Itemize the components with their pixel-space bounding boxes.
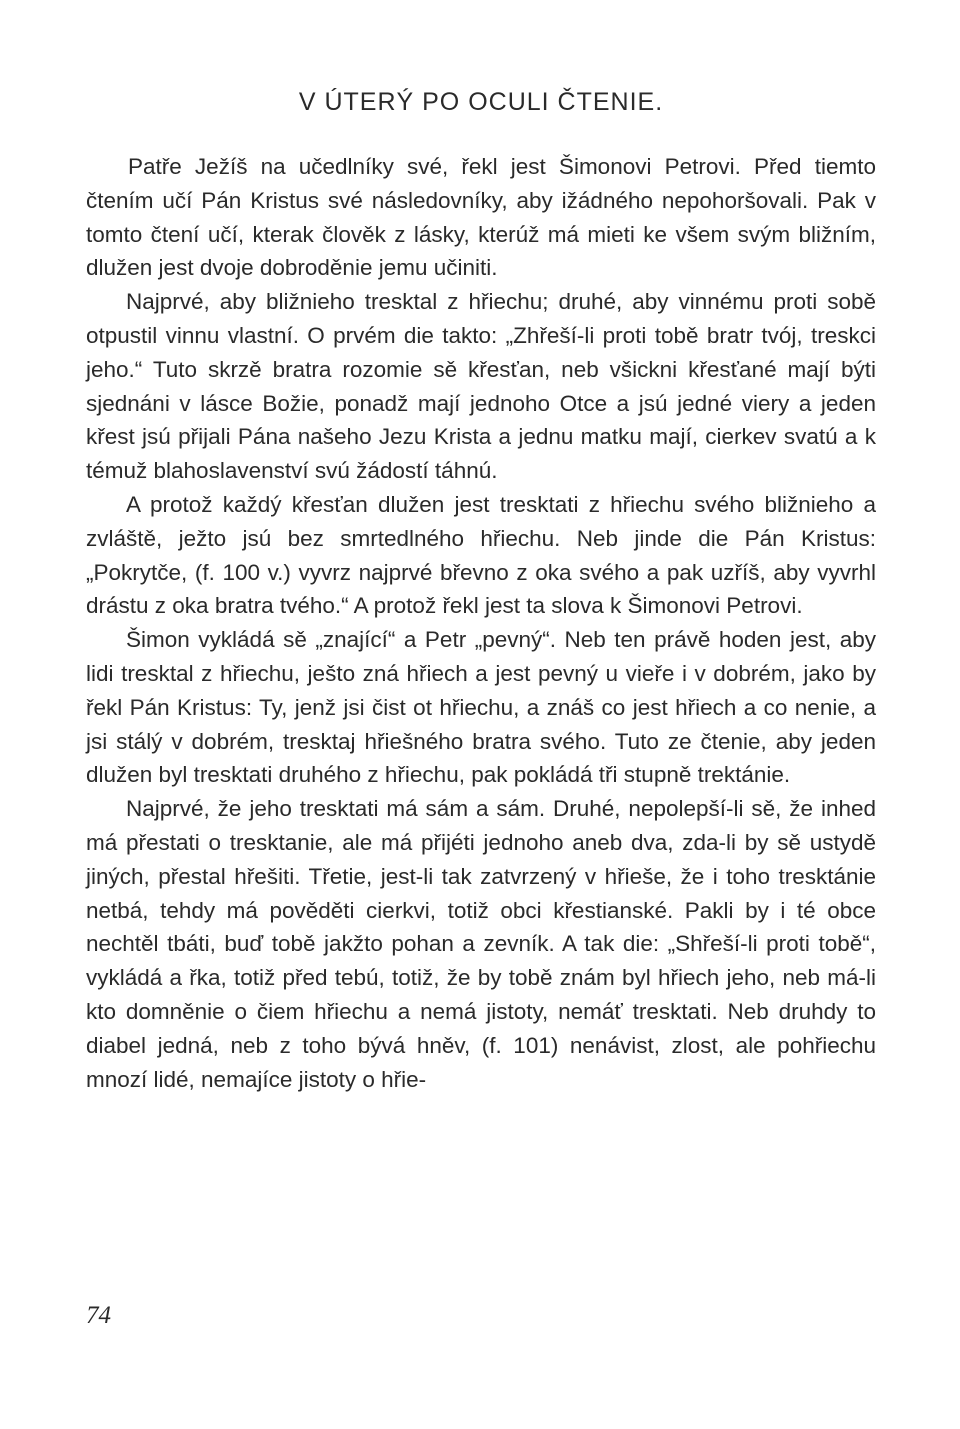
paragraph: Šimon vykládá sě „znající“ a Petr „pevný“. Neb ten právě hoden jest, aby lidi tresktal z hřiechu, ješto zná hřiech a jest pevný u vieře i v dobrém, jako by řekl Pán Kristus: Ty, jenž jsi čist ot hřiechu, a znáš co jest hřiech a co nenie, a jsi stálý v dobrém, tresktaj hřiešného bratra svého. Tuto ze čtenie, aby jeden dlužen byl tresktati druhého z hřiechu, pak pokládá tři stupně trektánie. <box>86 627 876 788</box>
paragraph: Patře Ježíš na učedlníky své, řekl jest Šimonovi Petrovi. Před tiemto čtením učí Pán Kristus své následovníky, aby ižádného nepohoršovali. Pak v tomto čtení učí, kterak člověk z lásky, kterúž má mieti ke všem svým bližním, dlužen jest dvoje dobroděnie jemu učiniti. <box>86 154 876 281</box>
paragraph: A protož každý křesťan dlužen jest tresktati z hřiechu svého bližnieho a zvláště, ježto jsú bez smrtedlného hřiechu. Neb jinde die Pán Kristus: „Pokrytče, (f. 100 v.) vyvrz najprvé břevno z oka svého a pak uzříš, aby vyvrhl drástu z oka bratra tvého.“ A protož řekl jest ta slova k Šimonovi Petrovi. <box>86 491 876 619</box>
paragraph: Najprvé, že jeho tresktati má sám a sám. Druhé, nepolepší-li sě, že inhed má přestati o tresktanie, ale má přijéti jednoho aneb dva, zda-li by sě ustydě jiných, přestal hřešiti. Třetie, jest-li tak zatvrzený v hřieše, že i toho tresktánie netbá, tehdy má pověděti cierkvi, totiž obci křestianské. Pakli by i té obce nechtěl tbáti, buď tobě jakžto pohan a zevník. A tak die: „Shřeší-li proti tobě“, vykládá a řka, totiž před tebú, totiž, že by tobě znám byl hřiech jeho, neb má-li kto domněnie o čiem hřiechu a nemá jistoty, nemáť tresktati. Neb druhdy to diabel jedná, neb z toho bývá hněv, (f. 101) nenávist, zlost, ale pohřiechu mnozí lidé, nemajíce jistoty o hřie- <box>86 796 876 1092</box>
book-page <box>86 0 876 1429</box>
body-text <box>86 150 876 1096</box>
paragraph: Najprvé, aby bližnieho tresktal z hřiechu; druhé, aby vinnému proti sobě otpustil vinnu vlastní. O prvém die takto: „Zhřeší-li proti tobě bratr tvój, treskci jeho.“ Tuto skrzě bratra rozomie sě křesťan, neb všickni křesťané mají býti sjednáni v lásce Božie, ponadž mají jednoho Otce a jsú jedné viery a jeden křest jsú přijali Pána našeho Jezu Krista a jednu matku mají, cierkev svatú a k témuž blahoslavenství svú žádostí táhnú. <box>86 289 876 484</box>
chapter-title: V ÚTERÝ PO OCULI ČTENIE. <box>298 88 664 116</box>
page-number: 74 <box>86 1302 111 1329</box>
